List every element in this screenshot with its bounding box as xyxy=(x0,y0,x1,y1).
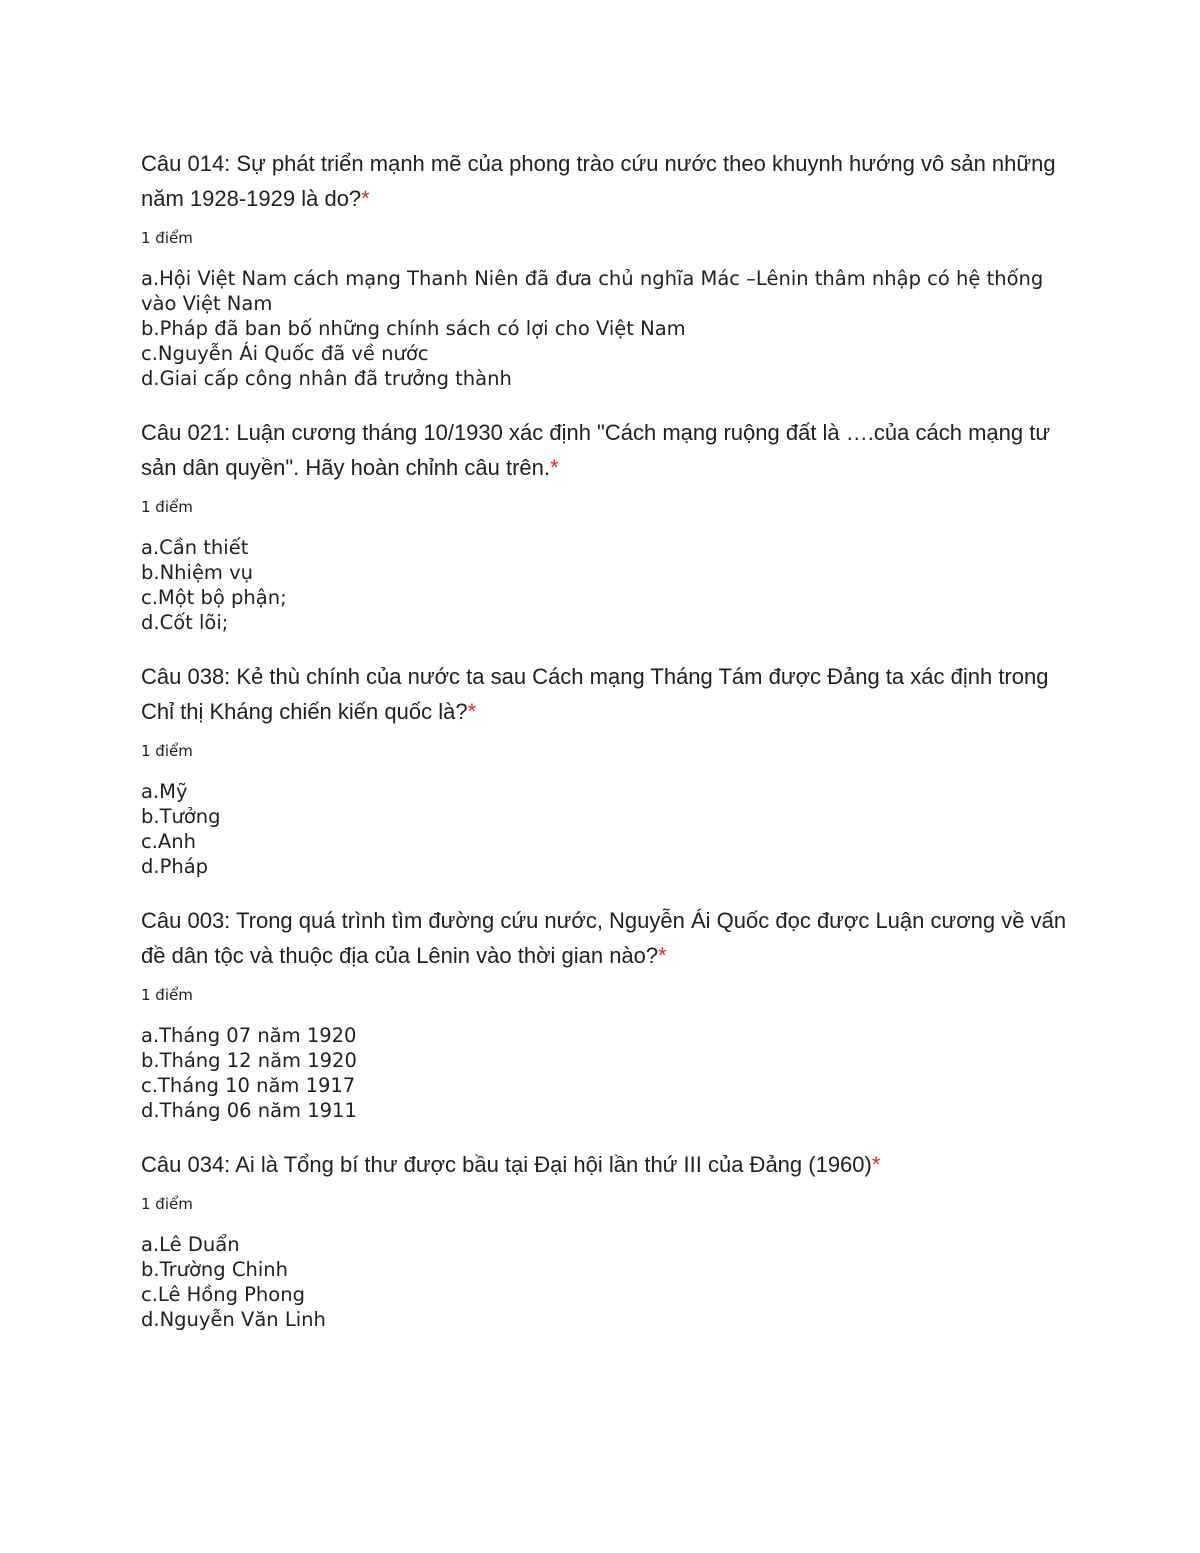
question-title xyxy=(141,659,1081,729)
question-points: 1 điểm xyxy=(141,1195,193,1213)
option-c: c.Nguyễn Ái Quốc đã về nước xyxy=(141,342,429,365)
required-asterisk: * xyxy=(361,186,370,211)
question-038 xyxy=(141,659,1081,879)
option-c: c.Lê Hồng Phong xyxy=(141,1283,305,1306)
option-d: d.Cốt lõi; xyxy=(141,611,229,634)
option-b: b.Tưởng xyxy=(141,805,221,828)
question-text: Câu 014: Sự phát triển mạnh mẽ của phong trào cứu nước theo khuynh hướng vô sản những năm 1928-1929 là do? xyxy=(141,151,1056,211)
required-asterisk: * xyxy=(467,699,477,724)
question-014 xyxy=(141,146,1081,391)
option-a: a.Hội Việt Nam cách mạng Thanh Niên đã đưa chủ nghĩa Mác –Lênin thâm nhập có hệ thống vào Việt Nam xyxy=(141,267,1044,315)
question-text: Câu 038: Kẻ thù chính của nước ta sau Cách mạng Tháng Tám được Đảng ta xác định trong Chỉ thị Kháng chiến kiến quốc là? xyxy=(141,664,1049,724)
question-points: 1 điểm xyxy=(141,498,193,516)
question-034 xyxy=(141,1147,1081,1332)
question-title xyxy=(141,1147,1081,1182)
option-list xyxy=(141,1232,1081,1332)
question-021 xyxy=(141,415,1081,635)
required-asterisk: * xyxy=(871,1152,881,1177)
required-asterisk: * xyxy=(549,455,559,480)
option-list xyxy=(141,535,1081,635)
required-asterisk: * xyxy=(658,943,667,968)
option-c: c.Anh xyxy=(141,830,196,853)
option-a: a.Mỹ xyxy=(141,780,188,803)
option-d: d.Pháp xyxy=(141,855,209,878)
option-d: d.Tháng 06 năm 1911 xyxy=(141,1099,357,1122)
question-text: Câu 034: Ai là Tổng bí thư được bầu tại Đại hội lần thứ III của Đảng (1960) xyxy=(141,1152,872,1177)
option-list xyxy=(141,779,1081,879)
question-text: Câu 021: Luận cương tháng 10/1930 xác định "Cách mạng ruộng đất là ….của cách mạng tư sản dân quyền". Hãy hoàn chỉnh câu trên. xyxy=(141,420,1051,480)
question-title xyxy=(141,903,1081,973)
question-text: Câu 003: Trong quá trình tìm đường cứu nước, Nguyễn Ái Quốc đọc được Luận cương về vấn đề dân tộc và thuộc địa của Lênin vào thời gian nào? xyxy=(141,908,1067,968)
option-b: b.Trường Chinh xyxy=(141,1258,288,1281)
option-a: a.Tháng 07 năm 1920 xyxy=(141,1024,357,1047)
document-page xyxy=(141,146,1081,1356)
question-points: 1 điểm xyxy=(141,229,193,247)
option-b: b.Tháng 12 năm 1920 xyxy=(141,1049,357,1072)
option-c: c.Một bộ phận; xyxy=(141,586,287,609)
option-c: c.Tháng 10 năm 1917 xyxy=(141,1074,356,1097)
option-a: a.Lê Duẩn xyxy=(141,1233,240,1256)
option-a: a.Cần thiết xyxy=(141,536,249,559)
option-b: b.Pháp đã ban bố những chính sách có lợi cho Việt Nam xyxy=(141,317,686,340)
option-d: d.Giai cấp công nhân đã trưởng thành xyxy=(141,367,512,390)
option-d: d.Nguyễn Văn Linh xyxy=(141,1308,326,1331)
question-points: 1 điểm xyxy=(141,742,193,760)
question-title xyxy=(141,415,1081,485)
option-list xyxy=(141,1023,1081,1123)
option-b: b.Nhiệm vụ xyxy=(141,561,254,584)
option-list xyxy=(141,266,1081,391)
question-003 xyxy=(141,903,1081,1123)
question-points: 1 điểm xyxy=(141,986,193,1004)
question-title xyxy=(141,146,1081,216)
